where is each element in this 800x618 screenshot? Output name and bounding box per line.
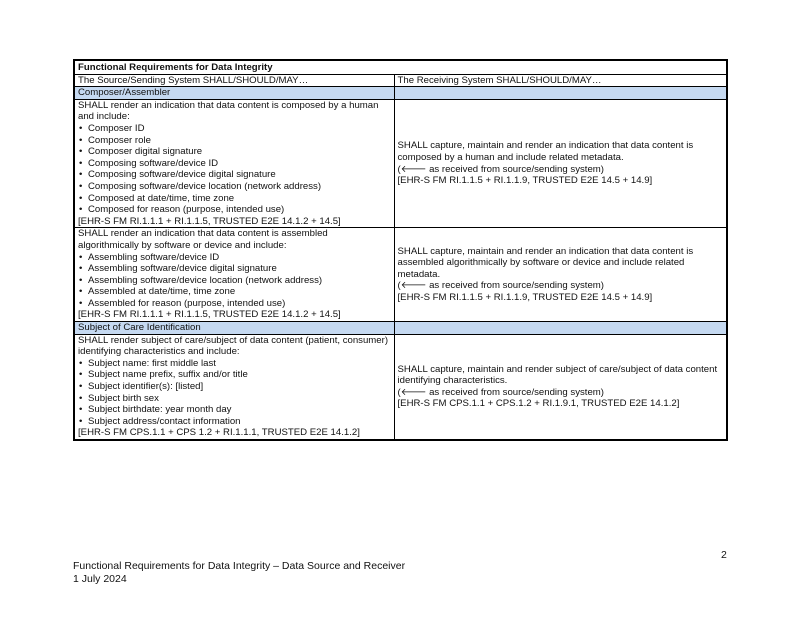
source-requirement — [74, 228, 394, 322]
requirement-intro: SHALL render an indication that data content is composed by a human and include: — [78, 99, 379, 123]
list-item: • Subject identifier(s): [listed] — [78, 381, 391, 393]
section-label: Composer/Assembler — [74, 87, 394, 100]
list-item: • Composer digital signature — [78, 146, 391, 158]
section-label: Subject of Care Identification — [74, 322, 394, 335]
receiver-column-header: The Receiving System SHALL/SHOULD/MAY… — [394, 74, 727, 87]
list-item: • Assembling software/device location (network address) — [78, 275, 391, 287]
list-item: • Subject name: first middle last — [78, 358, 391, 370]
list-item: • Assembling software/device digital signature — [78, 263, 391, 275]
source-requirement — [74, 99, 394, 228]
requirement-text: SHALL capture, maintain and render an indication that data content is assembled algorithmically by software or device and include related metadata. — [397, 245, 694, 280]
section-row-composer — [74, 87, 727, 100]
requirement-note: (🡐 as received from source/sending system) — [397, 386, 604, 398]
list-item: • Composer ID — [78, 123, 391, 135]
requirement-reference: [EHR-S FM RI.1.1.1 + RI.1.1.5, TRUSTED E2E 14.1.2 + 14.5] — [78, 309, 341, 321]
table-title: Functional Requirements for Data Integrity — [74, 60, 727, 74]
requirement-note: (🡐 as received from source/sending system) — [397, 280, 604, 292]
list-item: • Composing software/device location (network address) — [78, 181, 391, 193]
requirement-intro: SHALL render an indication that data content is assembled algorithmically by software or device and include: — [78, 228, 328, 251]
requirement-text: SHALL capture, maintain and render an indication that data content is composed by a human and include related metadata. — [397, 140, 694, 163]
footer-date: 1 July 2024 — [73, 572, 127, 585]
requirement-reference: [EHR-S FM RI.1.1.5 + RI.1.1.9, TRUSTED E2E 14.5 + 14.9] — [397, 175, 653, 187]
requirement-row — [74, 99, 727, 228]
list-item: • Composer role — [78, 135, 391, 147]
footer-document-title: Functional Requirements for Data Integrity – Data Source and Receiver — [73, 560, 406, 572]
list-item: • Assembled at date/time, time zone — [78, 286, 391, 298]
list-item: • Composed for reason (purpose, intended use) — [78, 204, 391, 216]
section-row-subject — [74, 322, 727, 335]
list-item: • Subject address/contact information — [78, 416, 391, 428]
list-item: • Composed at date/time, time zone — [78, 193, 391, 205]
section-label-spacer — [394, 87, 727, 100]
list-item: • Composing software/device digital signature — [78, 169, 391, 181]
requirement-reference: [EHR-S FM CPS.1.1 + CPS.1.2 + RI.1.9.1, TRUSTED E2E 14.1.2] — [397, 398, 680, 410]
list-item: • Subject name prefix, suffix and/or title — [78, 369, 391, 381]
requirement-list — [78, 123, 391, 216]
source-column-header: The Source/Sending System SHALL/SHOULD/MAY… — [74, 74, 394, 87]
requirements-table — [73, 59, 728, 441]
list-item: • Assembled for reason (purpose, intended use) — [78, 298, 391, 310]
list-item: • Subject birth sex — [78, 393, 391, 405]
page-number: 2 — [721, 549, 727, 561]
receiver-requirement — [394, 99, 727, 228]
source-requirement — [74, 334, 394, 440]
receiver-requirement — [394, 228, 727, 322]
requirement-list — [78, 358, 391, 428]
list-item: • Subject birthdate: year month day — [78, 404, 391, 416]
list-item: • Composing software/device ID — [78, 158, 391, 170]
list-item: • Assembling software/device ID — [78, 252, 391, 264]
requirement-text: SHALL capture, maintain and render subject of care/subject of data content identifying characteristics. — [397, 363, 718, 387]
requirement-intro: SHALL render subject of care/subject of data content (patient, consumer) identifying characteristics and include: — [78, 334, 389, 358]
column-header-row — [74, 74, 727, 87]
requirement-row — [74, 228, 727, 322]
requirement-note: (🡐 as received from source/sending system) — [397, 163, 604, 175]
requirement-list — [78, 252, 391, 310]
section-label-spacer — [394, 322, 727, 335]
requirement-reference: [EHR-S FM CPS.1.1 + CPS 1.2 + RI.1.1.1, TRUSTED E2E 14.1.2] — [78, 427, 360, 439]
requirement-row — [74, 334, 727, 440]
page-footer — [73, 560, 405, 585]
requirement-reference: [EHR-S FM RI.1.1.1 + RI.1.1.5, TRUSTED E2E 14.1.2 + 14.5] — [78, 215, 341, 227]
receiver-requirement — [394, 334, 727, 440]
requirement-reference: [EHR-S FM RI.1.1.5 + RI.1.1.9, TRUSTED E2E 14.5 + 14.9] — [397, 292, 653, 304]
table-title-row — [74, 60, 727, 74]
